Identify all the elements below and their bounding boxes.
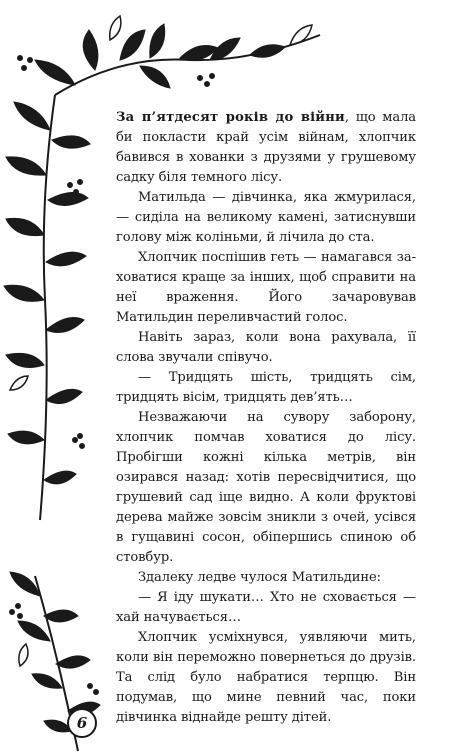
paragraph-2: Матильда — дівчинка, яка жмурилася, — сиділа на великому камені, затиснувши голову між коліньми, й лічила до ста.: [116, 190, 416, 245]
paragraph-7: Здалеку ледве чулося Матильдине:: [138, 570, 381, 585]
paragraph-8: — Я іду шукати… Хто не сховається — хай начувається…: [116, 590, 416, 625]
story-text-upper: [116, 108, 416, 728]
paragraph-9: Хлопчик усміхнувся, уявляючи мить, коли він переможно повернеться до друзів. Та слід було набратися терпцю. Він подумав, що мине певний час, поки дівчинка віднайде решту дітей.: [116, 630, 416, 725]
paragraph-1: [116, 108, 416, 188]
paragraph-3: Хлопчик поспішив геть — намагався заховатися краще за інших, щоб справити на неї враження. Його зачаровував Матильдин переливчастий голос.: [116, 250, 416, 325]
paragraph-5: — Тридцять шість, тридцять сім, тридцять вісім, тридцять дев’ять…: [116, 370, 416, 405]
page-number: 6: [67, 708, 97, 738]
paragraph-6: Незважаючи на сувору заборону, хлопчик помчав ховатися до лісу. Пробігши кожні кілька метрів, він озирався назад: хотів пересвідчитися, що грушевий сад іще видно. А коли фруктові дерева майже зовсім зникли з очей, усівся в гущавині сосон, обіпершись спиною об стовбур.: [116, 410, 416, 565]
paragraph-1-rest: , що мала би покласти край усім війнам, хлопчик бавився в хованки з друзями у грушевому садку біля темного лісу.: [116, 110, 417, 185]
paragraph-4: Навіть зараз, коли вона рахувала, її слова звучали співучо.: [116, 330, 416, 365]
vine-decoration-bottom: [0, 566, 120, 756]
lead-in-bold: За п’ятдесят років до війни: [116, 110, 345, 125]
